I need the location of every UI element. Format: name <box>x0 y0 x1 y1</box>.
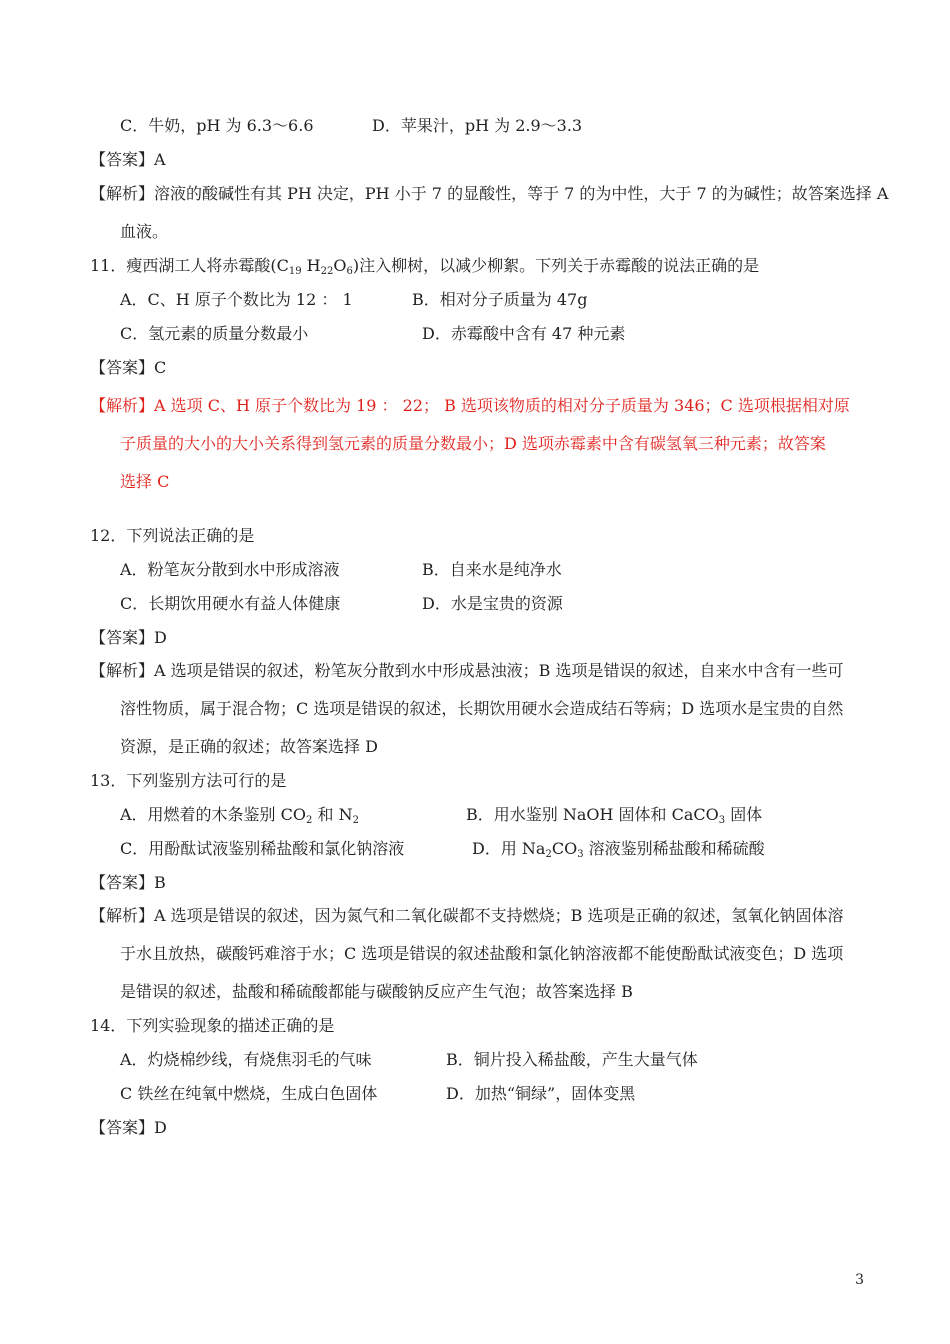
subscript: 2 <box>545 849 552 860</box>
stem-part: O <box>333 256 347 275</box>
q11-stem <box>90 256 759 276</box>
option-part: 固体 <box>725 805 763 824</box>
q13-option-c: C．用酚酞试液鉴别稀盐酸和氯化钠溶液 <box>120 839 405 858</box>
q11-analysis-line-2: 子质量的大小的大小关系得到氢元素的质量分数最小；D 选项赤霉素中含有碳氢氧三种元素；故答案 <box>120 434 826 453</box>
page-number: 3 <box>855 1272 864 1288</box>
q12-analysis-line-2: 溶性物质，属于混合物；C 选项是错误的叙述，长期饮用硬水会造成结石等病；D 选项水是宝贵的自然 <box>120 699 844 718</box>
answer-tag: 【答案】 <box>90 358 155 377</box>
stem-part: )注入柳树，以减少柳絮。下列关于赤霉酸的说法正确的是 <box>352 256 760 275</box>
subscript: 3 <box>718 815 726 826</box>
q12-analysis-line-3: 资源，是正确的叙述；故答案选择 D <box>120 737 378 756</box>
q13-stem: 13．下列鉴别方法可行的是 <box>90 771 287 790</box>
option-part: 和 N <box>312 805 353 824</box>
answer-value: C <box>154 358 167 377</box>
q14-option-c: C 铁丝在纯氧中燃烧，生成白色固体 <box>120 1084 378 1103</box>
option-part: A．用燃着的木条鉴别 CO <box>120 805 307 824</box>
q12-analysis-line-1 <box>90 661 844 681</box>
q10-option-c: C．牛奶，pH 为 6.3～6.6 <box>120 116 314 135</box>
q14-option-b: B．铜片投入稀盐酸，产生大量气体 <box>446 1050 698 1069</box>
q10-analysis-line-1 <box>90 184 888 204</box>
option-part: CO <box>551 839 578 858</box>
q12-answer <box>90 628 167 648</box>
subscript: 2 <box>306 815 313 826</box>
q13-answer <box>90 873 166 893</box>
analysis-text: A 选项是错误的叙述，因为氮气和二氧化碳都不支持燃烧；B 选项是正确的叙述，氢氧化钠固体溶 <box>154 906 844 925</box>
q13-analysis-line-2: 于水且放热，碳酸钙难溶于水；C 选项是错误的叙述盐酸和氯化钠溶液都不能使酚酞试液变色；D 选项 <box>120 944 844 963</box>
answer-tag: 【答案】 <box>90 873 155 892</box>
analysis-tag: 【解析】 <box>90 396 155 415</box>
option-part: B．用水鉴别 NaOH 固体和 CaCO <box>466 805 719 824</box>
answer-value: B <box>154 873 166 892</box>
answer-tag: 【答案】 <box>90 1118 155 1137</box>
analysis-text: A 选项 C、H 原子个数比为 19 ： 22； B 选项该物质的相对分子质量为 346；C 选项根据相对原 <box>154 396 850 415</box>
q13-option-a <box>120 805 359 825</box>
q10-analysis-line-2: 血液。 <box>120 222 169 241</box>
q13-analysis-line-3: 是错误的叙述，盐酸和稀硫酸都能与碳酸钠反应产生气泡；故答案选择 B <box>120 982 633 1001</box>
analysis-tag: 【解析】 <box>90 906 155 925</box>
q10-option-d: D．苹果汁，pH 为 2.9～3.3 <box>372 116 583 135</box>
subscript: 19 <box>288 266 302 277</box>
subscript: 22 <box>320 266 334 277</box>
option-part: D．用 Na <box>472 839 546 858</box>
q12-option-a: A．粉笔灰分散到水中形成溶液 <box>120 560 340 579</box>
stem-part: 11．瘦西湖工人将赤霉酸(C <box>90 256 289 275</box>
answer-value: D <box>154 628 167 647</box>
q13-analysis-line-1 <box>90 906 844 926</box>
q14-answer <box>90 1118 167 1138</box>
analysis-text: 溶液的酸碱性有其 PH 决定，PH 小于 7 的显酸性，等于 7 的为中性，大于 7 的为碱性；故答案选择 A <box>154 184 889 203</box>
q14-option-d: D．加热“铜绿”，固体变黑 <box>446 1084 636 1103</box>
q10-answer <box>90 150 166 170</box>
analysis-text: A 选项是错误的叙述，粉笔灰分散到水中形成悬浊液；B 选项是错误的叙述，自来水中含有一些可 <box>154 661 844 680</box>
q11-option-a: A．C、H 原子个数比为 12 ： 1 <box>120 290 353 309</box>
q11-answer <box>90 358 166 378</box>
analysis-tag: 【解析】 <box>90 661 155 680</box>
q12-stem: 12．下列说法正确的是 <box>90 526 255 545</box>
answer-value: A <box>154 150 166 169</box>
q14-option-a: A．灼烧棉纱线，有烧焦羽毛的气味 <box>120 1050 372 1069</box>
subscript: 6 <box>346 266 353 277</box>
q12-option-c: C．长期饮用硬水有益人体健康 <box>120 594 341 613</box>
q11-analysis-line-1 <box>90 396 850 416</box>
q12-option-b: B．自来水是纯净水 <box>422 560 562 579</box>
subscript: 2 <box>352 815 359 826</box>
q13-option-d <box>472 839 765 859</box>
q14-stem: 14．下列实验现象的描述正确的是 <box>90 1016 335 1035</box>
analysis-tag: 【解析】 <box>90 184 155 203</box>
q12-option-d: D．水是宝贵的资源 <box>422 594 563 613</box>
subscript: 3 <box>577 849 584 860</box>
answer-value: D <box>154 1118 167 1137</box>
answer-tag: 【答案】 <box>90 628 155 647</box>
stem-part: H <box>301 256 321 275</box>
q13-option-b <box>466 805 762 825</box>
option-part: 溶液鉴别稀盐酸和稀硫酸 <box>583 839 765 858</box>
answer-tag: 【答案】 <box>90 150 155 169</box>
q11-option-c: C．氢元素的质量分数最小 <box>120 324 309 343</box>
q11-option-d: D．赤霉酸中含有 47 种元素 <box>422 324 626 343</box>
q11-analysis-line-3: 选择 C <box>120 472 170 491</box>
q11-option-b: B．相对分子质量为 47g <box>412 290 588 309</box>
